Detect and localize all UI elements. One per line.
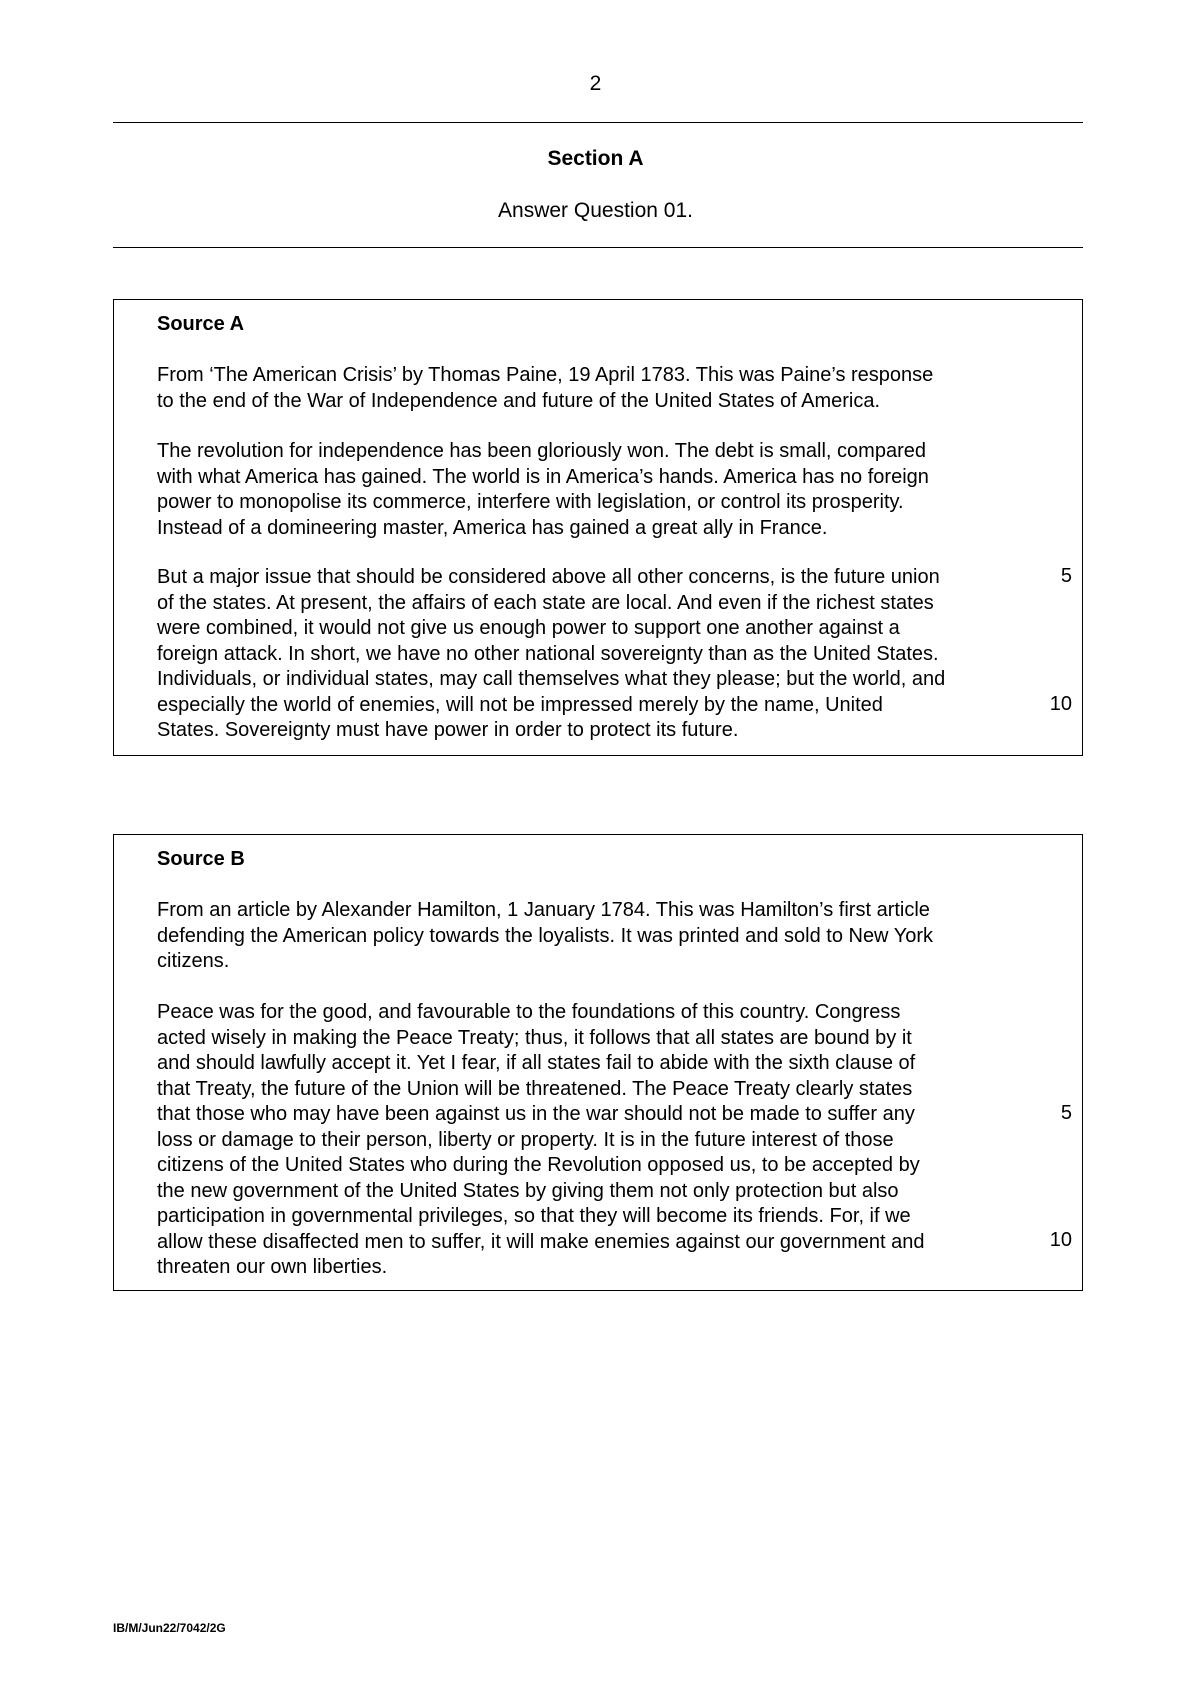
source-b-text-line: Peace was for the good, and favourable to the foundations of this country. Congress: [157, 1001, 901, 1023]
source-a-title: Source A: [157, 313, 245, 335]
source-a-paragraph-2: [157, 565, 1037, 744]
source-b-text-line: citizens of the United States who during the Revolution opposed us, to be accepted by: [157, 1154, 920, 1176]
top-divider: [113, 122, 1083, 123]
source-b-text-line: loss or damage to their person, liberty or property. It is in the future interest of those: [157, 1128, 894, 1151]
source-a-text-line: States. Sovereignty must have power in order to protect its future.: [157, 719, 739, 741]
source-a-intro-line: From ‘The American Crisis’ by Thomas Paine, 19 April 1783. This was Paine’s response: [157, 364, 934, 386]
source-b-intro-line: citizens.: [157, 950, 230, 972]
source-b-text-line: the new government of the United States by giving them not only protection but also: [157, 1179, 899, 1202]
line-number: 5: [1060, 565, 1072, 587]
source-a-text-line: of the states. At present, the affairs of each state are local. And even if the richest states: [157, 591, 934, 614]
source-b-box: [113, 834, 1083, 1291]
line-number: 10: [1049, 1229, 1072, 1251]
line-number: 5: [1060, 1102, 1072, 1124]
source-b-text-line: acted wisely in making the Peace Treaty; thus, it follows that all states are bound by it: [157, 1026, 912, 1049]
source-b-title: Source B: [157, 848, 245, 870]
source-a-text-line: Individuals, or individual states, may call themselves what they please; but the world, and: [157, 668, 946, 690]
source-a-intro-line: to the end of the War of Independence and future of the United States of America.: [157, 389, 881, 412]
source-b-text-line: that those who may have been against us in the war should not be made to suffer any: [157, 1103, 915, 1125]
source-b-text-line: allow these disaffected men to suffer, it will make enemies against our government and: [157, 1230, 925, 1253]
page-number: 2: [589, 72, 602, 95]
source-a-text-line: Instead of a domineering master, America has gained a great ally in France.: [157, 516, 828, 539]
source-a-text-line: with what America has gained. The world is in America’s hands. America has no foreign: [157, 465, 929, 488]
footer-reference: IB/M/Jun22/7042/2G: [113, 1621, 226, 1635]
source-b-text-line: threaten our own liberties.: [157, 1256, 388, 1278]
source-a-intro: [157, 363, 1037, 414]
instruction: Answer Question 01.: [498, 199, 693, 222]
source-b-intro: [157, 898, 1037, 975]
source-a-text-line: foreign attack. In short, we have no other national sovereignty than as the United States.: [157, 642, 939, 665]
section-title: Section A: [547, 147, 644, 170]
source-b-text-line: participation in governmental privileges, so that they will become its friends. For, if we: [157, 1205, 911, 1227]
source-a-text-line: power to monopolise its commerce, interfere with legislation, or control its prosperity.: [157, 491, 904, 513]
source-a-paragraph-1: [157, 439, 1037, 541]
source-b-text-line: that Treaty, the future of the Union will be threatened. The Peace Treaty clearly states: [157, 1077, 913, 1100]
source-a-box: [113, 299, 1083, 756]
source-a-text-line: were combined, it would not give us enough power to support one another against a: [157, 617, 900, 639]
source-a-text-line: But a major issue that should be considered above all other concerns, is the future union: [157, 566, 940, 588]
bottom-divider: [113, 247, 1083, 248]
source-b-text-line: and should lawfully accept it. Yet I fear, if all states fail to abide with the sixth clause of: [157, 1052, 916, 1074]
source-b-intro-line: defending the American policy towards the loyalists. It was printed and sold to New York: [157, 924, 933, 947]
source-b-intro-line: From an article by Alexander Hamilton, 1 January 1784. This was Hamilton’s first article: [157, 899, 930, 921]
source-a-text-line: The revolution for independence has been gloriously won. The debt is small, compared: [157, 440, 926, 462]
line-number: 10: [1049, 693, 1072, 715]
source-a-text-line: especially the world of enemies, will not be impressed merely by the name, United: [157, 693, 883, 716]
source-b-paragraph-1: [157, 1000, 1037, 1281]
